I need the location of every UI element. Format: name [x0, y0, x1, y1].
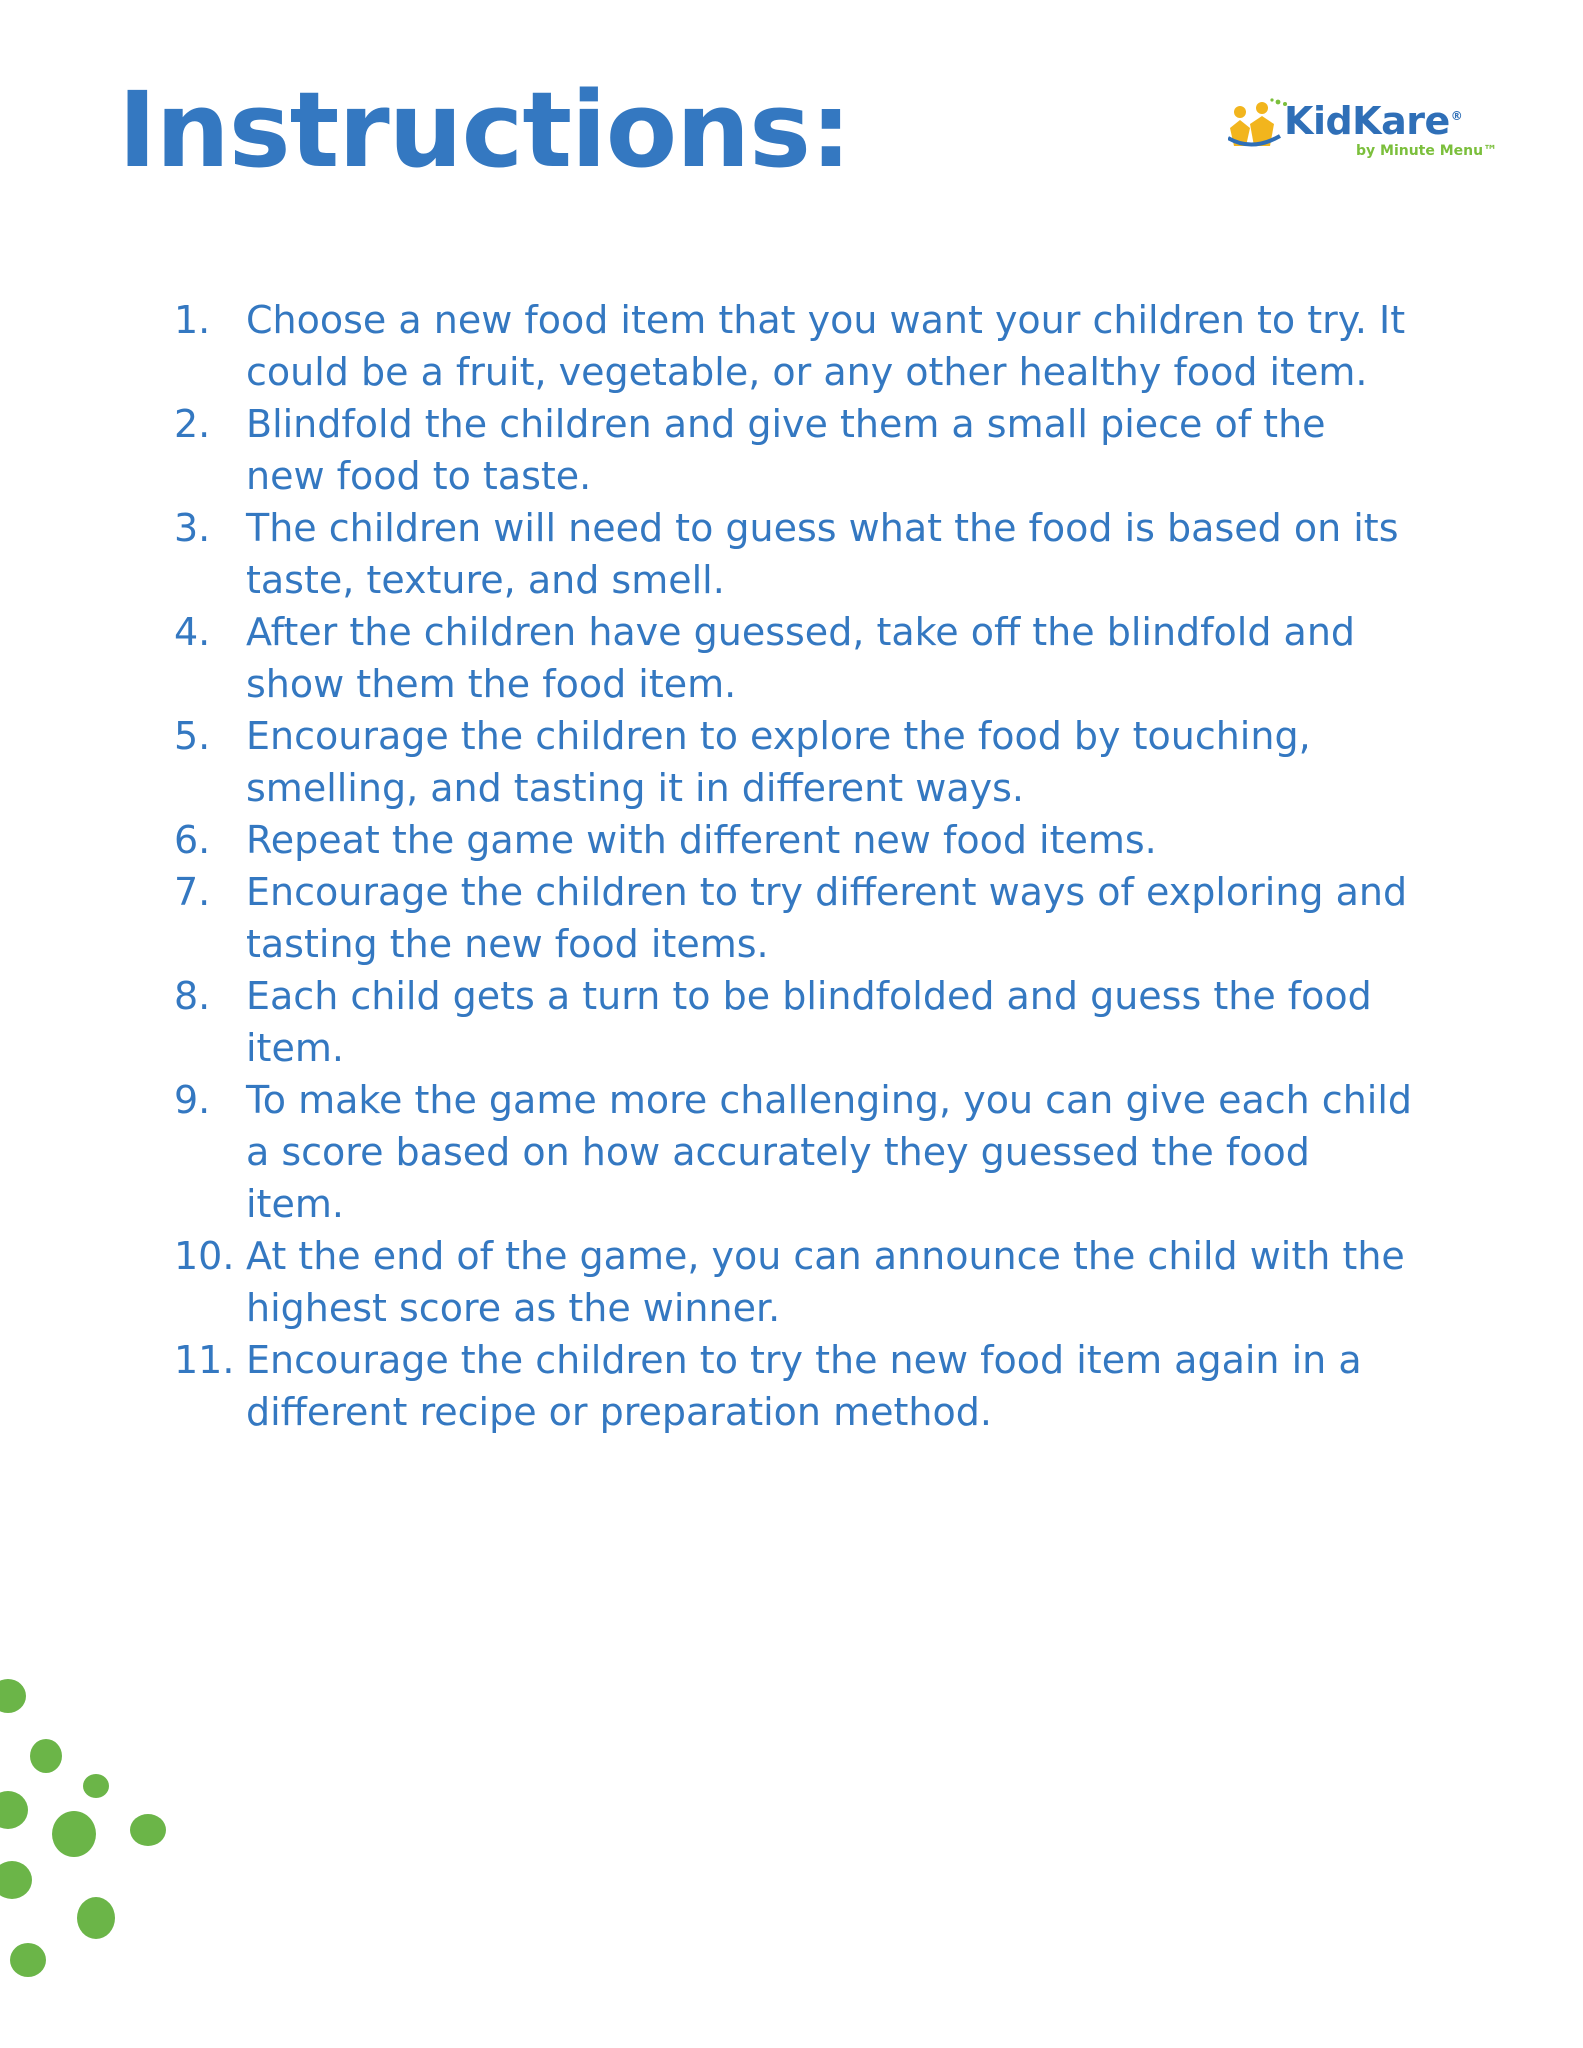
kidkare-logo [1228, 92, 1498, 172]
instruction-number: 6. [174, 818, 211, 862]
instruction-number: 9. [174, 1078, 211, 1122]
green-dot [30, 1739, 62, 1773]
green-dot [77, 1897, 115, 1939]
instruction-text: To make the game more challenging, you can give each child a score based on how accurately they guessed the food item. [246, 1078, 1413, 1226]
green-dot [52, 1811, 96, 1857]
instruction-item-2 [174, 398, 1414, 502]
instruction-item-8 [174, 970, 1414, 1074]
instruction-number: 8. [174, 974, 211, 1018]
instruction-item-3 [174, 502, 1414, 606]
instruction-number: 10. [174, 1234, 235, 1278]
page-title: Instructions: [118, 69, 851, 191]
logo-trademark: ® [1450, 109, 1463, 124]
instruction-number: 1. [174, 298, 211, 342]
instruction-number: 4. [174, 610, 211, 654]
instruction-text: The children will need to guess what the food is based on its taste, texture, and smell. [246, 506, 1399, 602]
instruction-item-11 [174, 1334, 1414, 1438]
instruction-text: Repeat the game with different new food items. [246, 818, 1157, 862]
instruction-item-4 [174, 606, 1414, 710]
instruction-text: After the children have guessed, take off the blindfold and show them the food item. [246, 610, 1356, 706]
instruction-item-7 [174, 866, 1414, 970]
instruction-list [174, 294, 1414, 1438]
green-dot [0, 1861, 32, 1899]
instruction-number: 5. [174, 714, 211, 758]
logo-subtitle: by Minute Menu™ [1356, 143, 1498, 159]
instruction-number: 11. [174, 1338, 235, 1382]
instruction-item-5 [174, 710, 1414, 814]
instruction-text: Blindfold the children and give them a small piece of the new food to taste. [246, 402, 1326, 498]
logo-wordmark-text: KidKare [1284, 99, 1450, 143]
instruction-item-10 [174, 1230, 1414, 1334]
green-dot [0, 1791, 28, 1829]
instruction-text: Each child gets a turn to be blindfolded and guess the food item. [246, 974, 1372, 1070]
green-dot [10, 1943, 46, 1977]
instruction-text: Encourage the children to try the new food item again in a different recipe or preparation method. [246, 1338, 1362, 1434]
instruction-number: 3. [174, 506, 211, 550]
instruction-text: Encourage the children to explore the food by touching, smelling, and tasting it in different ways. [246, 714, 1311, 810]
instruction-item-9 [174, 1074, 1414, 1230]
instruction-text: At the end of the game, you can announce the child with the highest score as the winner. [246, 1234, 1405, 1330]
instruction-text: Encourage the children to try different ways of exploring and tasting the new food items. [246, 870, 1408, 966]
instruction-text: Choose a new food item that you want your children to try. It could be a fruit, vegetable, or any other healthy food item. [246, 298, 1406, 394]
green-dot [130, 1814, 166, 1846]
green-dot [0, 1679, 26, 1713]
instruction-item-6 [174, 814, 1414, 866]
instruction-number: 7. [174, 870, 211, 914]
instruction-number: 2. [174, 402, 211, 446]
instruction-item-1 [174, 294, 1414, 398]
logo-wordmark [1284, 99, 1463, 143]
green-dots-decoration [0, 1670, 200, 1990]
green-dot [83, 1774, 109, 1798]
